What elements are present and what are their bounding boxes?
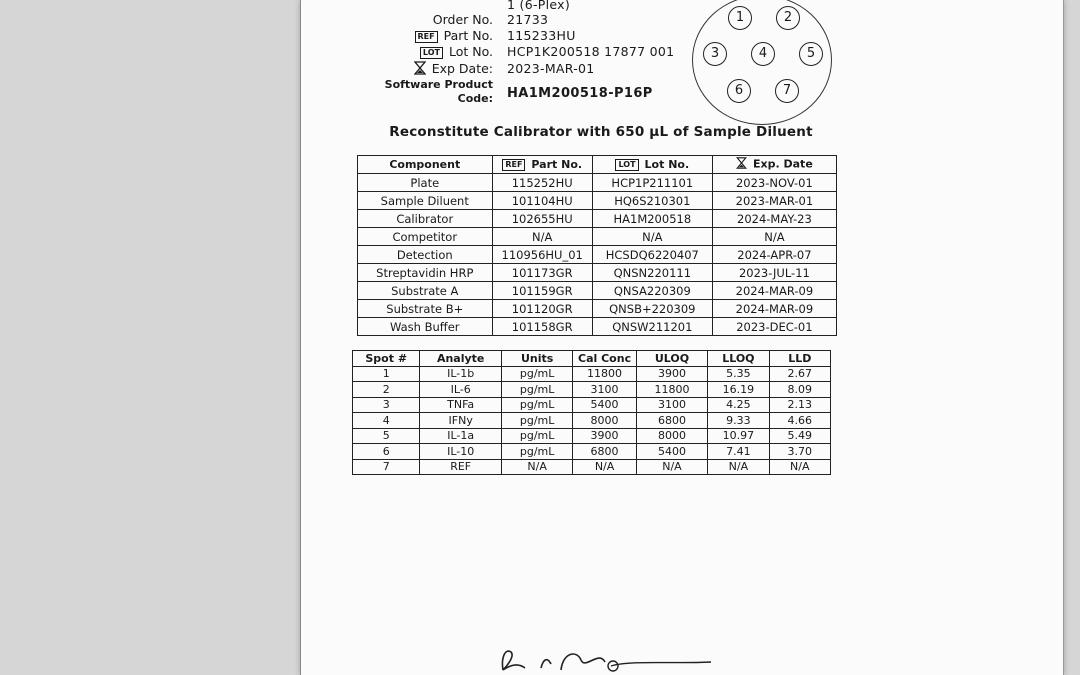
table-row — [353, 366, 831, 382]
column-header: Spot # — [353, 351, 420, 367]
table-row — [353, 382, 831, 398]
table-cell: HCP1P211101 — [592, 174, 712, 192]
spots-table — [352, 350, 831, 475]
table-cell: 8.09 — [769, 382, 830, 398]
table-cell: QNSN220111 — [592, 264, 712, 282]
table-cell: Streptavidin HRP — [358, 264, 493, 282]
part-value: 115233HU — [507, 28, 576, 43]
table-row — [353, 397, 831, 413]
part-label: Part No. — [443, 28, 493, 43]
software-code-label — [363, 78, 493, 106]
table-cell: 16.19 — [708, 382, 769, 398]
table-cell: 2024-MAY-23 — [712, 210, 836, 228]
table-cell: 6 — [353, 444, 420, 460]
table-cell: pg/mL — [501, 397, 572, 413]
table-cell: 2023-MAR-01 — [712, 192, 836, 210]
lot-value: HCP1K200518 17877 001 — [507, 44, 675, 59]
table-cell: IL-1a — [420, 428, 502, 444]
table-cell: TNFa — [420, 397, 502, 413]
plate-spot-diagram — [692, 0, 832, 125]
table-cell: 8000 — [636, 428, 707, 444]
column-header: Analyte — [420, 351, 502, 367]
exp-value: 2023-MAR-01 — [507, 61, 595, 76]
spot-4: 4 — [751, 42, 775, 66]
order-label: Order No. — [432, 12, 493, 27]
table-row — [358, 228, 837, 246]
table-row — [358, 282, 837, 300]
table-cell: 4.25 — [708, 397, 769, 413]
table-cell: 3100 — [573, 382, 636, 398]
table-cell: Sample Diluent — [358, 192, 493, 210]
table-cell: N/A — [592, 228, 712, 246]
spot-5: 5 — [799, 42, 823, 66]
table-cell: 1 — [353, 366, 420, 382]
table-cell: Calibrator — [358, 210, 493, 228]
table-cell: 5 — [353, 428, 420, 444]
table-cell: 2023-DEC-01 — [712, 318, 836, 336]
table-cell: pg/mL — [501, 413, 572, 429]
table-cell: 2.67 — [769, 366, 830, 382]
table-header-row — [358, 156, 837, 174]
table-cell: Substrate B+ — [358, 300, 493, 318]
column-header: ULOQ — [636, 351, 707, 367]
table-cell: 2 — [353, 382, 420, 398]
table-cell: 3100 — [636, 397, 707, 413]
table-cell: 3900 — [636, 366, 707, 382]
table-header-row — [353, 351, 831, 367]
column-header: Units — [501, 351, 572, 367]
spot-7: 7 — [775, 79, 799, 103]
table-cell: 115252HU — [492, 174, 592, 192]
table-row — [358, 192, 837, 210]
exp-label-row — [363, 61, 493, 78]
table-cell: QNSW211201 — [592, 318, 712, 336]
table-cell: 4 — [353, 413, 420, 429]
table-row — [353, 459, 831, 475]
table-cell: 3900 — [573, 428, 636, 444]
table-cell: 5400 — [636, 444, 707, 460]
table-cell: N/A — [708, 459, 769, 475]
column-header: Cal Conc — [573, 351, 636, 367]
table-cell: 102655HU — [492, 210, 592, 228]
ref-symbol-icon: REF — [415, 31, 438, 43]
table-cell: 3.70 — [769, 444, 830, 460]
table-cell: 3 — [353, 397, 420, 413]
table-cell: pg/mL — [501, 382, 572, 398]
table-cell: Detection — [358, 246, 493, 264]
table-row — [358, 264, 837, 282]
table-cell: Substrate A — [358, 282, 493, 300]
kit-plex-value: 1 (6-Plex) — [507, 0, 571, 12]
table-cell: 2024-MAR-09 — [712, 282, 836, 300]
table-cell: 7.41 — [708, 444, 769, 460]
table-cell: Competitor — [358, 228, 493, 246]
table-cell: 2.13 — [769, 397, 830, 413]
table-cell: REF — [420, 459, 502, 475]
table-row — [353, 444, 831, 460]
spot-2: 2 — [776, 6, 800, 30]
table-cell: 2023-NOV-01 — [712, 174, 836, 192]
column-header-exp: Exp. Date — [712, 156, 836, 174]
hourglass-icon — [736, 157, 747, 172]
column-header-lot: LOT Lot No. — [592, 156, 712, 174]
table-cell: IFNy — [420, 413, 502, 429]
table-cell: 9.33 — [708, 413, 769, 429]
table-cell: pg/mL — [501, 366, 572, 382]
column-header: LLD — [769, 351, 830, 367]
table-cell: 7 — [353, 459, 420, 475]
table-cell: 8000 — [573, 413, 636, 429]
table-cell: 101159GR — [492, 282, 592, 300]
exp-label: Exp Date: — [431, 61, 493, 76]
table-cell: 101158GR — [492, 318, 592, 336]
table-cell: Wash Buffer — [358, 318, 493, 336]
table-cell: IL-10 — [420, 444, 502, 460]
table-row — [353, 428, 831, 444]
table-cell: pg/mL — [501, 428, 572, 444]
table-cell: IL-1b — [420, 366, 502, 382]
table-cell: Plate — [358, 174, 493, 192]
table-cell: N/A — [501, 459, 572, 475]
table-cell: QNSB+220309 — [592, 300, 712, 318]
table-row — [358, 210, 837, 228]
table-cell: N/A — [769, 459, 830, 475]
lot-label-row — [363, 44, 493, 59]
table-cell: N/A — [712, 228, 836, 246]
table-cell: 11800 — [636, 382, 707, 398]
table-row — [358, 318, 837, 336]
table-cell: 11800 — [573, 366, 636, 382]
table-cell: N/A — [492, 228, 592, 246]
table-cell: 5.49 — [769, 428, 830, 444]
ref-symbol-icon: REF — [502, 159, 525, 171]
table-cell: HCSDQ6220407 — [592, 246, 712, 264]
table-cell: 101173GR — [492, 264, 592, 282]
table-cell: QNSA220309 — [592, 282, 712, 300]
lot-label: Lot No. — [448, 44, 493, 59]
order-value: 21733 — [507, 12, 549, 27]
table-cell: HA1M200518 — [592, 210, 712, 228]
table-cell: 2024-MAR-09 — [712, 300, 836, 318]
table-row — [358, 246, 837, 264]
table-cell: 101104HU — [492, 192, 592, 210]
spot-1: 1 — [728, 6, 752, 30]
table-cell: 5.35 — [708, 366, 769, 382]
table-cell: 6800 — [573, 444, 636, 460]
table-cell: 4.66 — [769, 413, 830, 429]
column-header: LLOQ — [708, 351, 769, 367]
lot-symbol-icon: LOT — [615, 159, 638, 171]
table-cell: 6800 — [636, 413, 707, 429]
spot-3: 3 — [703, 42, 727, 66]
table-cell: 2024-APR-07 — [712, 246, 836, 264]
handwritten-signature — [481, 630, 741, 675]
table-cell: HQ6S210301 — [592, 192, 712, 210]
part-label-row — [363, 28, 493, 43]
scanned-document-page — [300, 0, 1064, 675]
column-header-part: REF Part No. — [492, 156, 592, 174]
table-cell: 10.97 — [708, 428, 769, 444]
spot-6: 6 — [727, 79, 751, 103]
software-code-label-line2: Code: — [457, 92, 493, 105]
table-cell: 110956HU_01 — [492, 246, 592, 264]
column-header: Component — [358, 156, 493, 174]
hourglass-icon — [414, 61, 426, 78]
table-cell: N/A — [636, 459, 707, 475]
table-cell: N/A — [573, 459, 636, 475]
table-row — [358, 300, 837, 318]
table-cell: 101120GR — [492, 300, 592, 318]
table-row — [353, 413, 831, 429]
table-cell: pg/mL — [501, 444, 572, 460]
table-row — [358, 174, 837, 192]
components-table — [357, 155, 837, 336]
table-cell: IL-6 — [420, 382, 502, 398]
table-cell: 2023-JUL-11 — [712, 264, 836, 282]
table-cell: 5400 — [573, 397, 636, 413]
reconstitute-instruction-title: Reconstitute Calibrator with 650 µL of Sample Diluent — [389, 124, 813, 140]
software-code-value: HA1M200518-P16P — [507, 86, 653, 101]
software-code-label-line1: Software Product — [384, 78, 493, 91]
lot-symbol-icon: LOT — [420, 47, 443, 59]
